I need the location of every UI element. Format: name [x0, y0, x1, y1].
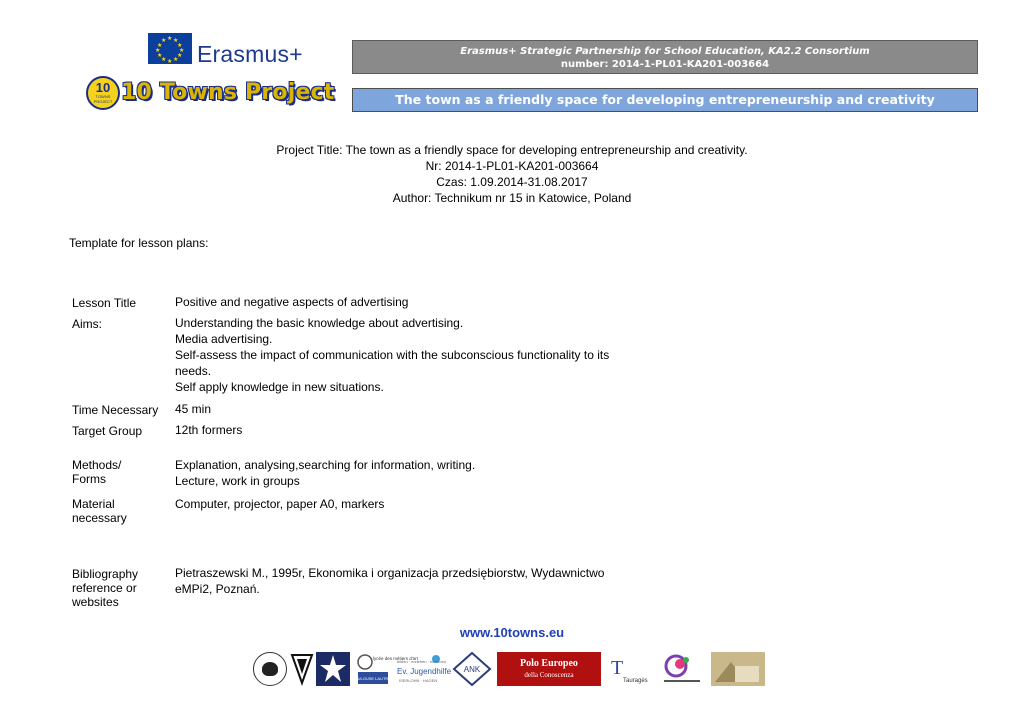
- project-title-line: Project Title: The town as a friendly space for developing entrepreneurship and creativity.: [276, 143, 748, 157]
- methods-line: Explanation, analysing,searching for information, writing.: [175, 458, 476, 472]
- aims-label: Aims:: [72, 317, 102, 331]
- lycee-logo-subtext: TOULOUSE LAUTREC: [352, 676, 394, 681]
- polo-logo-text-2: della Conoscenza: [524, 671, 574, 679]
- jugendhilfe-logo: [396, 652, 452, 686]
- material-label: necessary: [72, 511, 127, 525]
- theme-banner: The town as a friendly space for developing entrepreneurship and creativity: [352, 88, 978, 112]
- bibliography-label: Bibliography: [72, 567, 139, 581]
- project-number-line: Nr: 2014-1-PL01-KA201-003664: [425, 159, 599, 173]
- methods-label: Forms: [72, 472, 106, 486]
- taurages-logo-text: Tauragės: [623, 678, 648, 684]
- bibliography-line: Pietraszewski M., 1995r, Ekonomika i organizacja przedsiębiorstw, Wydawnictwo: [175, 566, 605, 580]
- template-heading: Template for lesson plans:: [69, 236, 209, 250]
- bibliography-line: eMPi2, Poznań.: [175, 582, 260, 596]
- erasmus-logo-text: Erasmus+: [197, 41, 303, 67]
- partner-swirl-logo-icon: [660, 652, 704, 686]
- project-duration-line: Czas: 1.09.2014-31.08.2017: [436, 175, 588, 189]
- methods-line: Lecture, work in groups: [175, 474, 300, 488]
- badge-number: 10: [95, 80, 111, 95]
- aims-line: Understanding the basic knowledge about advertising.: [175, 316, 464, 330]
- ten-towns-badge-icon: [86, 76, 120, 110]
- polo-logo-text-1: Polo Europeo: [520, 658, 578, 669]
- aims-line: Media advertising.: [175, 332, 273, 346]
- eu-flag-icon: ★ ★ ★ ★ ★ ★ ★ ★ ★ ★ ★ ★: [148, 33, 192, 64]
- material-label: Material: [72, 497, 115, 511]
- lesson-title-label: Lesson Title: [72, 296, 137, 310]
- consortium-line-1: Erasmus+ Strategic Partnership for School Education, KA2.2 Consortium: [460, 46, 870, 57]
- bibliography-label: websites: [72, 595, 119, 609]
- material-value: Computer, projector, paper A0, markers: [175, 497, 385, 511]
- taurages-logo: [609, 652, 653, 686]
- partner-school-seal-icon: [253, 652, 287, 686]
- methods-label: Methods/: [72, 458, 122, 472]
- consortium-line-2: number: 2014-1-PL01-KA201-003664: [560, 59, 770, 70]
- aims-line: Self apply knowledge in new situations.: [175, 380, 384, 394]
- badge-subtext: TOWNS PROJECT: [93, 94, 113, 104]
- time-necessary-value: 45 min: [175, 402, 212, 416]
- lycee-logo: [352, 652, 418, 686]
- aims-line: Self-assess the impact of communication with the subconscious functionality to its: [175, 348, 610, 362]
- aims-line: needs.: [175, 364, 212, 378]
- lycee-logo-text: lycée des métiers d'art: [373, 656, 418, 661]
- time-necessary-label: Time Necessary: [72, 403, 159, 417]
- partner-star-emblem-icon: [316, 652, 350, 686]
- polo-europeo-logo: [497, 652, 601, 686]
- target-group-value: 12th formers: [175, 423, 243, 437]
- partner-emblem-icon: [291, 652, 313, 686]
- target-group-label: Target Group: [72, 424, 143, 438]
- lesson-title-value: Positive and negative aspects of advertising: [175, 295, 409, 309]
- ank-logo: [452, 652, 492, 686]
- svg-text:T: T: [611, 657, 624, 679]
- partner-photo-logo: [711, 652, 765, 686]
- jugendhilfe-subtext: ISERLOHN · HAGEN: [399, 678, 438, 683]
- project-author-line: Author: Technikum nr 15 in Katowice, Poland: [392, 191, 632, 205]
- jugendhilfe-text: Ev. Jugendhilfe: [397, 667, 452, 676]
- ank-logo-text: ANK: [463, 665, 481, 674]
- bibliography-label: reference or: [72, 581, 137, 595]
- consortium-banner: [352, 40, 978, 74]
- project-logo-title: 10 Towns Project: [121, 80, 335, 105]
- jugendhilfe-top-text: bilden · erziehen · betreuen: [397, 659, 446, 664]
- website-link[interactable]: www.10towns.eu: [459, 625, 565, 640]
